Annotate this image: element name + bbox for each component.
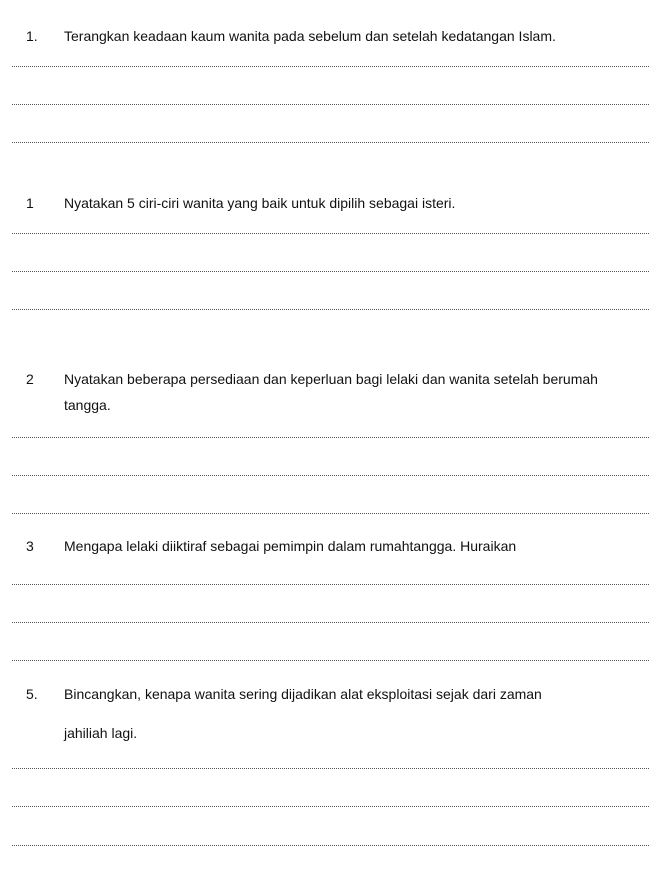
answer-line[interactable] xyxy=(12,513,649,514)
question-4-number: 3 xyxy=(26,538,34,554)
answer-line[interactable] xyxy=(12,845,649,846)
answer-line[interactable] xyxy=(12,66,649,67)
answer-line[interactable] xyxy=(12,806,649,807)
answer-line[interactable] xyxy=(12,768,649,769)
question-4-text: Mengapa lelaki diiktiraf sebagai pemimpin dalam rumahtangga. Huraikan xyxy=(64,538,517,554)
answer-line[interactable] xyxy=(12,437,649,438)
question-3-number: 2 xyxy=(26,371,34,387)
answer-line[interactable] xyxy=(12,622,649,623)
answer-line[interactable] xyxy=(12,475,649,476)
question-5-text-line-2: jahiliah lagi. xyxy=(64,725,138,741)
answer-line[interactable] xyxy=(12,142,649,143)
question-5-text-line-1: Bincangkan, kenapa wanita sering dijadikan alat eksploitasi sejak dari zaman xyxy=(64,686,542,702)
answer-line[interactable] xyxy=(12,660,649,661)
question-1-text: Terangkan keadaan kaum wanita pada sebelum dan setelah kedatangan Islam. xyxy=(64,28,556,44)
answer-line[interactable] xyxy=(12,584,649,585)
answer-line[interactable] xyxy=(12,233,649,234)
answer-line[interactable] xyxy=(12,104,649,105)
question-2-number: 1 xyxy=(26,195,34,211)
question-1-number: 1. xyxy=(26,28,38,44)
question-5-number: 5. xyxy=(26,686,38,702)
answer-line[interactable] xyxy=(12,271,649,272)
question-2-text: Nyatakan 5 ciri-ciri wanita yang baik untuk dipilih sebagai isteri. xyxy=(64,195,456,211)
question-3-text: Nyatakan beberapa persediaan dan keperluan bagi lelaki dan wanita setelah berumah tangga. xyxy=(64,371,598,413)
answer-line[interactable] xyxy=(12,309,649,310)
